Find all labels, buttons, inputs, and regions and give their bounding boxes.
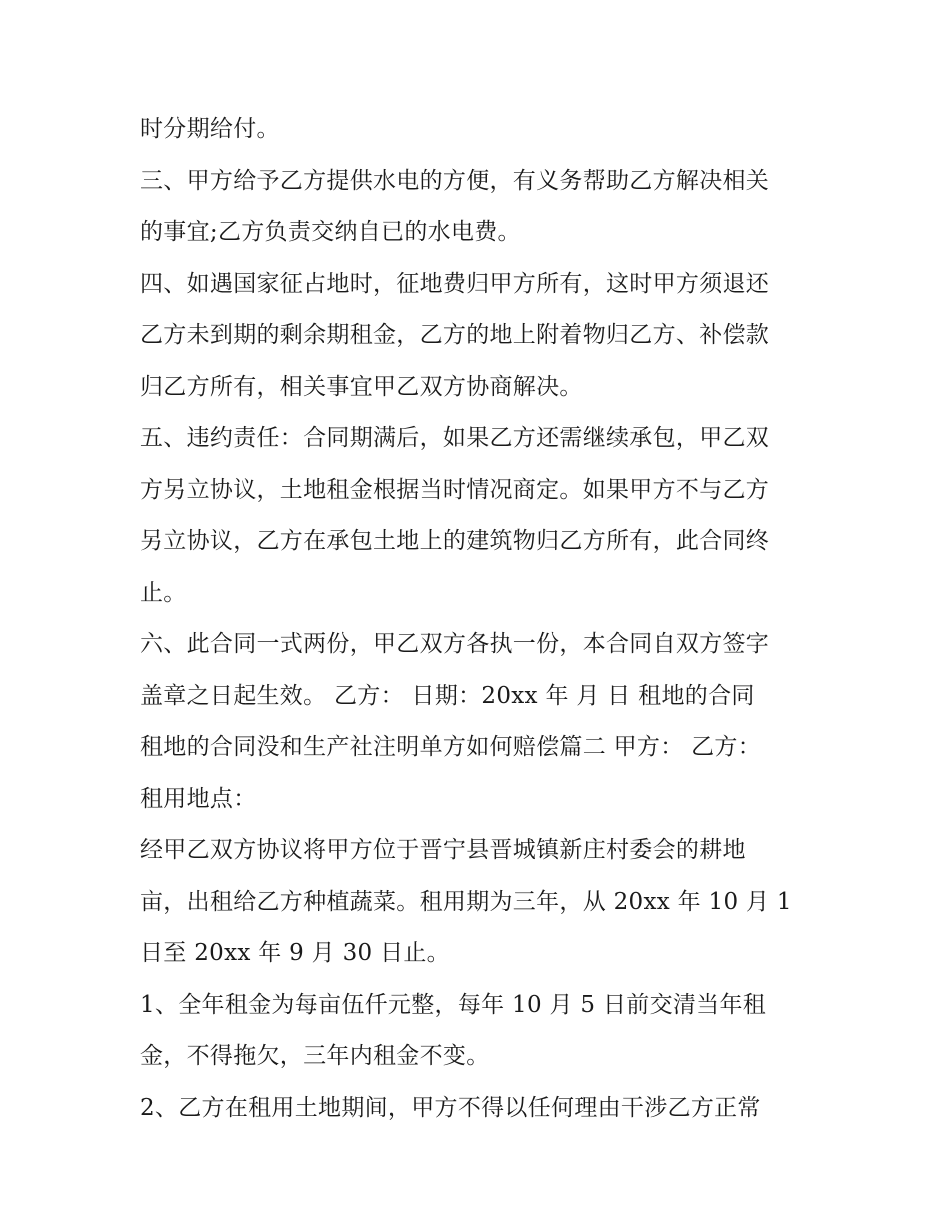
text-line: 三、甲方给予乙方提供水电的方便，有义务帮助乙方解决相关 [140,167,770,194]
text-line: 方另立协议，土地租金根据当时情况商定。如果甲方不与乙方 [140,476,770,503]
text-line: 五、违约责任：合同期满后，如果乙方还需继续承包，甲乙双 [140,425,770,451]
text-line: 归乙方所有，相关事宜甲乙双方协商解决。 [140,373,583,400]
text-line: 四、如遇国家征占地时，征地费归甲方所有，这时甲方须退还 [140,270,770,297]
text-line: 止。 [140,579,187,606]
contract-text [140,104,840,1134]
text-line: 的事宜;乙方负责交纳自已的水电费。 [140,219,521,245]
text-line: 乙方未到期的剩余期租金，乙方的地上附着物归乙方、补偿款 [140,322,770,348]
text-line: 2、乙方在租用土地期间，甲方不得以任何理由干涉乙方正常 [140,1094,761,1121]
text-line: 时分期给付。 [140,116,280,142]
text-line: 经甲乙双方协议将甲方位于晋宁县晋城镇新庄村委会的耕地 [140,837,746,863]
text-line: 金，不得拖欠，三年内租金不变。 [140,1043,490,1069]
text-line: 日至 20xx 年 9 月 30 日止。 [140,940,450,966]
text-line: 亩，出租给乙方种植蔬菜。租用期为三年，从 20xx 年 10 月 1 [140,888,792,915]
text-line: 盖章之日起生效。 乙方： 日期：20xx 年 月 日 租地的合同 [140,682,755,709]
text-line: 租用地点： [140,785,257,812]
text-line: 租地的合同没和生产社注明单方如何赔偿篇二 甲方： 乙方： [140,734,762,760]
text-line: 另立协议，乙方在承包土地上的建筑物归乙方所有，此合同终 [140,528,770,554]
text-line: 六、此合同一式两份，甲乙双方各执一份，本合同自双方签字 [140,631,770,657]
text-line: 1、全年租金为每亩伍仟元整，每年 10 月 5 日前交清当年租 [140,991,767,1018]
